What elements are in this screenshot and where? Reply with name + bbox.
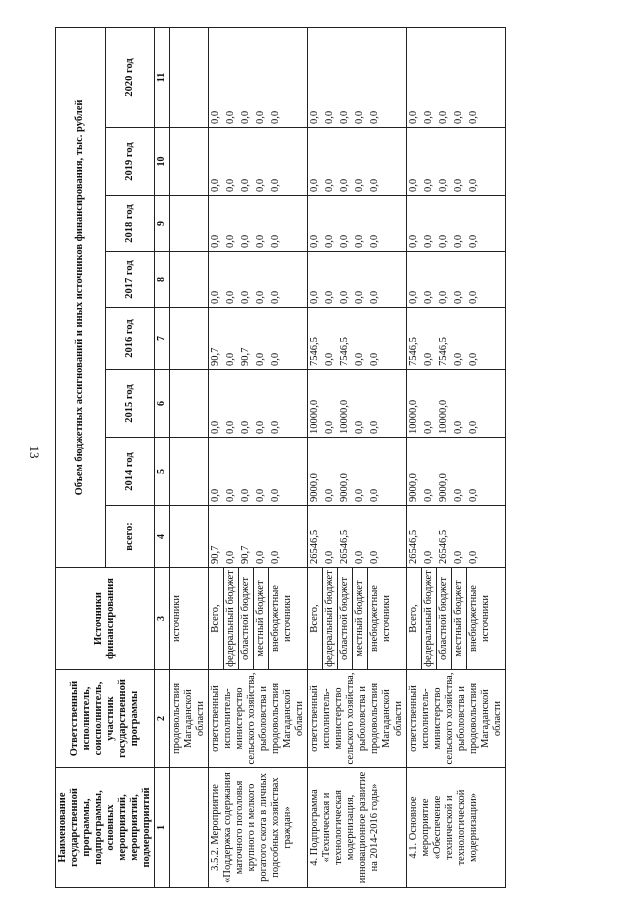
amount-cell [209,27,308,127]
funding-sources [209,568,308,670]
financing-table [55,27,506,888]
amount-value: 0,0 [324,178,335,192]
program-name: 4. Подпрограмма «Техническая и технологическая модернизация, инновационное развитие на 2014-2016 годы» [308,768,407,888]
amount-value: 0,0 [468,178,479,192]
amount-cell [209,438,308,506]
amount-cell [407,370,506,438]
responsible-executor: ответственный исполнитель-министерство сельского хозяйства, рыболовства и продовольствия Магаданской области [209,670,308,768]
header-year: 2014 год [105,438,155,506]
funding-source-label: внебюджетные источники [468,585,491,652]
amount-value: 0,0 [339,110,350,124]
header-year: 2019 год [105,128,155,196]
column-number: 11 [155,27,170,127]
amount-value: 0,0 [210,234,221,248]
header-year: 2015 год [105,370,155,438]
amount-value: 0,0 [225,488,236,502]
rotated-page [55,28,635,888]
amount-value: 0,0 [438,234,449,248]
amount-value: 0,0 [240,178,251,192]
funding-source-label: областной бюджет [239,568,254,669]
table-row [308,27,407,887]
amount-value: 0,0 [339,234,350,248]
funding-source-label: Всего, [308,568,323,669]
amount-value: 0,0 [324,234,335,248]
column-number: 5 [155,438,170,506]
amount-value: 10000,0 [408,399,419,434]
amount-value: 0,0 [369,290,380,304]
funding-source-label: Всего, [407,568,422,669]
amount-cell [209,370,308,438]
amount-value: 0,0 [240,290,251,304]
amount-value: 0,0 [240,110,251,124]
amount-value: 0,0 [225,234,236,248]
amount-value: 7546,5 [309,337,320,366]
amount-value: 0,0 [225,178,236,192]
amount-value: 0,0 [210,110,221,124]
page-number: 13 [27,445,42,459]
amount-cell [308,438,407,506]
column-number: 2 [155,670,170,768]
amount-value: 0,0 [468,488,479,502]
funding-source-label: внебюджетные источники [270,585,293,652]
program-name: 4.1. Основное мероприятие «Обеспечение технической и технологической модернизации» [407,768,506,888]
amount-value: 0,0 [324,488,335,502]
amount-value: 0,0 [270,290,281,304]
amount-value: 0,0 [369,420,380,434]
amount-value: 0,0 [270,550,281,564]
responsible-executor: ответственный исполнитель-министерство сельского хозяйства, рыболовства и продовольствия Магаданской области [407,670,506,768]
responsible-executor: ответственный исполнитель-министерство сельского хозяйства, рыболовства и продовольствия Магаданской области [308,670,407,768]
amount-value: 0,0 [468,420,479,434]
amount-value: 26546,5 [438,529,449,564]
table-row [407,27,506,887]
amount-value: 0,0 [255,352,266,366]
amount-value: 0,0 [255,488,266,502]
amount-value: 0,0 [324,550,335,564]
funding-sources [407,568,506,670]
amount-value: 90,7 [240,545,251,564]
amount-value: 0,0 [354,234,365,248]
amount-value: 0,0 [210,290,221,304]
funding-sources [308,568,407,670]
amount-value: 0,0 [324,352,335,366]
amount-value: 0,0 [225,550,236,564]
continuation-responsible: продовольствия Магаданской области [170,670,209,768]
amount-value: 0,0 [240,488,251,502]
amount-value: 0,0 [324,110,335,124]
amount-value: 0,0 [240,234,251,248]
amount-cell [209,252,308,308]
amount-cell [308,128,407,196]
header-sources: Источники финансирования [56,568,155,670]
amount-cell [407,506,506,568]
amount-value: 0,0 [225,352,236,366]
amount-value: 9000,0 [309,473,320,502]
amount-cell [308,370,407,438]
amount-cell [308,252,407,308]
header-responsible: Ответственный исполнитель, соисполнитель, участник государственной программы [56,670,155,768]
continuation-source: источники [170,568,209,670]
amount-cell [209,308,308,370]
amount-value: 0,0 [270,234,281,248]
amount-value: 0,0 [453,110,464,124]
column-number: 4 [155,506,170,568]
column-number: 7 [155,308,170,370]
amount-value: 0,0 [468,110,479,124]
amount-value: 0,0 [255,420,266,434]
column-number: 8 [155,252,170,308]
header-funding-group: Объем бюджетных ассигнований и иных источников финансирования, тыс. рублей [56,27,106,567]
funding-source-label: местный бюджет [254,568,269,669]
funding-source-label: Всего, [209,568,224,669]
amount-value: 0,0 [453,352,464,366]
amount-value: 0,0 [453,290,464,304]
amount-value: 9000,0 [438,473,449,502]
funding-source-label: внебюджетные источники [369,585,392,652]
amount-value: 0,0 [423,550,434,564]
header-year: 2017 год [105,252,155,308]
amount-value: 0,0 [354,178,365,192]
column-number: 6 [155,370,170,438]
column-number: 1 [155,768,170,888]
amount-value: 90,7 [210,545,221,564]
amount-value: 0,0 [423,488,434,502]
amount-value: 0,0 [354,550,365,564]
amount-value: 0,0 [270,110,281,124]
amount-value: 0,0 [408,178,419,192]
amount-value: 0,0 [255,234,266,248]
amount-value: 10000,0 [339,399,350,434]
amount-value: 0,0 [270,488,281,502]
header-year: всего: [105,506,155,568]
program-name: 3.5.2. Мероприятие «Поддержка содержания маточного поголовья крупного и мелкого рогатого скота в личных подсобных хозяйствах граждан» [209,768,308,888]
amount-value: 7546,5 [408,337,419,366]
amount-value: 0,0 [270,178,281,192]
amount-cell [209,128,308,196]
header-year: 2020 год [105,27,155,127]
amount-value: 0,0 [369,234,380,248]
amount-value: 0,0 [423,420,434,434]
amount-cell [407,196,506,252]
amount-value: 0,0 [423,352,434,366]
amount-value: 0,0 [354,290,365,304]
amount-value: 0,0 [210,420,221,434]
amount-cell [407,308,506,370]
amount-value: 0,0 [255,110,266,124]
amount-value: 0,0 [423,110,434,124]
continuation-name-cell [170,768,209,888]
table-row [209,27,308,887]
amount-cell [209,196,308,252]
amount-value: 10000,0 [438,399,449,434]
amount-value: 0,0 [309,110,320,124]
amount-value: 0,0 [453,234,464,248]
amount-cell [209,506,308,568]
funding-source-label: федеральный бюджет [323,568,338,669]
amount-value: 0,0 [270,352,281,366]
amount-value: 9000,0 [408,473,419,502]
header-year: 2016 год [105,308,155,370]
amount-value: 0,0 [369,110,380,124]
amount-value: 0,0 [453,178,464,192]
amount-cell [308,506,407,568]
amount-value: 0,0 [225,110,236,124]
amount-value: 0,0 [339,178,350,192]
amount-value: 0,0 [369,488,380,502]
funding-source-label: местный бюджет [452,568,467,669]
amount-value: 0,0 [438,290,449,304]
amount-cell [308,27,407,127]
amount-value: 0,0 [240,420,251,434]
amount-value: 26546,5 [339,529,350,564]
amount-cell [407,27,506,127]
amount-value: 0,0 [468,550,479,564]
amount-value: 0,0 [339,290,350,304]
amount-value: 0,0 [369,550,380,564]
amount-value: 0,0 [225,420,236,434]
amount-value: 0,0 [270,420,281,434]
amount-value: 0,0 [354,352,365,366]
amount-cell [308,196,407,252]
amount-value: 0,0 [324,420,335,434]
amount-value: 0,0 [354,420,365,434]
amount-value: 0,0 [225,290,236,304]
amount-value: 0,0 [468,352,479,366]
amount-value: 0,0 [468,290,479,304]
amount-value: 0,0 [309,178,320,192]
amount-cell [407,128,506,196]
funding-source-label: областной бюджет [338,568,353,669]
amount-value: 26546,5 [408,529,419,564]
amount-value: 0,0 [423,290,434,304]
amount-value: 0,0 [324,290,335,304]
amount-value: 0,0 [369,178,380,192]
table-body [170,27,506,887]
amount-value: 0,0 [423,234,434,248]
funding-source-label: местный бюджет [353,568,368,669]
header-name: Наименование государственной программы, подпрограммы, основных мероприятий, мероприятий, подмероприятий [56,768,155,888]
column-number: 9 [155,196,170,252]
amount-value: 0,0 [210,488,221,502]
amount-value: 9000,0 [339,473,350,502]
amount-value: 0,0 [438,178,449,192]
amount-value: 0,0 [423,178,434,192]
amount-value: 0,0 [354,110,365,124]
funding-source-label: федеральный бюджет [422,568,437,669]
amount-value: 0,0 [309,290,320,304]
amount-value: 0,0 [408,290,419,304]
amount-value: 26546,5 [309,529,320,564]
amount-cell [308,308,407,370]
amount-value: 10000,0 [309,399,320,434]
amount-value: 90,7 [240,347,251,366]
amount-value: 0,0 [210,178,221,192]
amount-value: 0,0 [453,420,464,434]
amount-value: 0,0 [468,234,479,248]
amount-value: 90,7 [210,347,221,366]
amount-value: 0,0 [255,290,266,304]
amount-value: 0,0 [369,352,380,366]
amount-value: 0,0 [255,550,266,564]
amount-value: 0,0 [453,488,464,502]
column-number: 10 [155,128,170,196]
amount-cell [407,252,506,308]
amount-cell [407,438,506,506]
amount-value: 0,0 [255,178,266,192]
header-year: 2018 год [105,196,155,252]
funding-source-label: областной бюджет [437,568,452,669]
amount-value: 0,0 [453,550,464,564]
amount-value: 0,0 [354,488,365,502]
amount-value: 7546,5 [438,337,449,366]
column-number: 3 [155,568,170,670]
amount-value: 0,0 [438,110,449,124]
amount-value: 0,0 [309,234,320,248]
continuation-row [170,27,209,887]
funding-source-label: федеральный бюджет [224,568,239,669]
amount-value: 0,0 [408,110,419,124]
amount-value: 0,0 [408,234,419,248]
amount-value: 7546,5 [339,337,350,366]
